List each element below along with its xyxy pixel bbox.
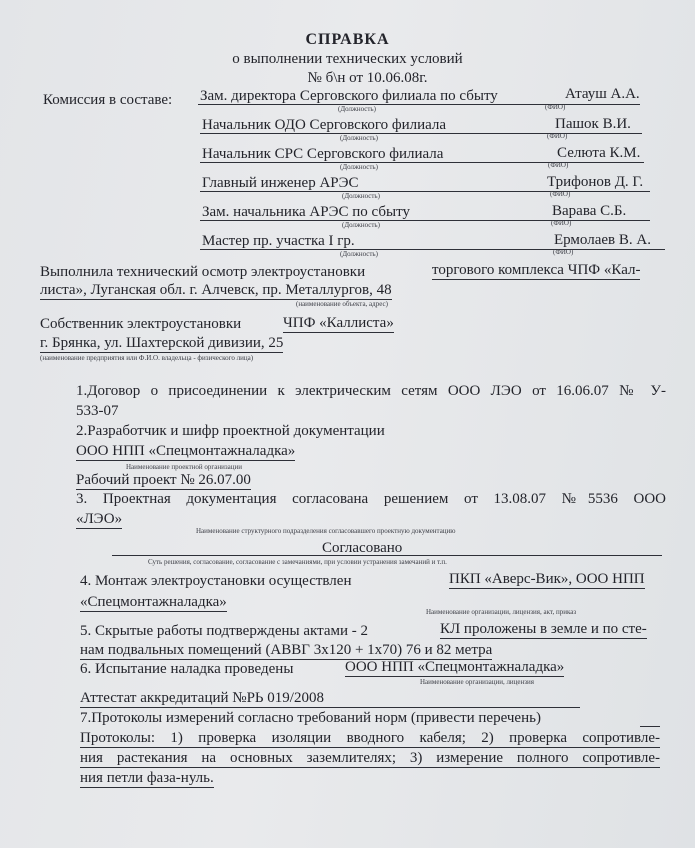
position-caption: (Должность): [342, 221, 380, 229]
document-number: № б\н от 10.06.08г.: [307, 70, 428, 86]
item-6-caption: Наименование организации, лицензия: [420, 678, 535, 686]
item-3-organization: «ЛЭО»: [76, 511, 123, 527]
member-name: Трифонов Д. Г.: [547, 174, 644, 190]
item-6-prefix: 6. Испытание наладка проведены: [80, 661, 294, 677]
item-5-prefix: 5. Скрытые работы подтверждены актами - 2: [80, 623, 368, 639]
member-name: Варава С.Б.: [552, 203, 627, 219]
inspection-caption: (наименование объекта, адрес): [296, 300, 388, 308]
member-name: Атауш А.А.: [565, 86, 640, 102]
inspection-prefix: Выполнила технический осмотр электроустановки: [40, 264, 366, 280]
commission-label: Комиссия в составе:: [43, 92, 173, 108]
item-3-decision-caption: Суть решения, согласование, согласование с замечаниями, при условии устранения замечаний и т.п.: [148, 558, 447, 566]
position-caption: (Должность): [340, 163, 378, 171]
member-role: Главный инженер АРЭС: [202, 175, 359, 191]
inspection-object: торгового комплекса ЧПФ «Кал-: [432, 262, 641, 278]
item-2-caption: Наименование проектной организации: [126, 463, 242, 471]
member-role: Зам. начальника АРЭС по сбыту: [202, 204, 410, 220]
underline: [200, 133, 642, 134]
item-2-project: Рабочий проект № 26.07.00: [76, 472, 251, 488]
item-3-caption: Наименование структурного подразделения согласовавшего проектную документацию: [196, 527, 456, 535]
underline: [80, 707, 580, 708]
position-caption: (Должность): [342, 192, 380, 200]
item-4-prefix: 4. Монтаж электроустановки осуществлен: [80, 573, 352, 589]
item-3-decision: Согласовано: [322, 540, 403, 556]
item-4-contractor: ПКП «Аверс-Вик», ООО НПП: [449, 571, 645, 587]
owner-caption: (наименование предприятия или Ф.И.О. владельца - физического лица): [40, 354, 254, 362]
underline: [200, 191, 650, 192]
owner-address: г. Брянка, ул. Шахтерской дивизии, 25: [40, 335, 284, 351]
member-name: Ермолаев В. А.: [554, 232, 651, 248]
position-caption: (Должность): [338, 105, 376, 113]
item-1-text-cont: 533-07: [76, 403, 119, 419]
name-caption: (ФИО): [553, 248, 574, 256]
document-title: СПРАВКА: [305, 31, 390, 48]
item-2-organization: ООО НПП «Спецмонтажналадка»: [76, 443, 296, 459]
item-6-organization: ООО НПП «Спецмонтажналадка»: [345, 659, 565, 675]
position-caption: (Должность): [340, 250, 378, 258]
member-role: Начальник ОДО Серговского филиала: [202, 117, 447, 133]
name-caption: (ФИО): [551, 219, 572, 227]
item-5-value: КЛ проложены в земле и по сте-: [440, 621, 647, 637]
member-name: Селюта К.М.: [557, 145, 641, 161]
name-caption: (ФИО): [548, 161, 569, 169]
item-4-caption: Наименование организации, лицензия, акт, приказ: [426, 608, 577, 616]
owner-name: ЧПФ «Каллиста»: [283, 315, 394, 331]
item-5-value-cont: нам подвальных помещений (АВВГ 3х120 + 1х70) 76 и 82 метра: [80, 642, 493, 658]
owner-prefix: Собственник электроустановки: [40, 316, 242, 332]
document-subtitle: о выполнении технических условий: [232, 51, 463, 67]
member-role: Мастер пр. участка I гр.: [202, 233, 355, 249]
item-7-protocols: Протоколы: 1) проверка изоляции вводного кабеля; 2) проверка сопротивле-: [80, 730, 660, 746]
item-3-text: 3. Проектная документация согласована решением от 13.08.07 №5536 ООО: [76, 491, 666, 507]
item-7-protocols-cont: ния растекания на основных заземлителях; 3) измерение полного сопротивле-: [80, 750, 660, 766]
item-2-text: 2.Разработчик и шифр проектной документации: [76, 423, 385, 439]
item-4-contractor-cont: «Спецмонтажналадка»: [80, 594, 227, 610]
member-name: Пашок В.И.: [555, 116, 631, 132]
item-6-certificate: Аттестат аккредитаций №РЬ 019/2008: [80, 690, 324, 706]
position-caption: (Должность): [340, 134, 378, 142]
item-7-protocols-end: ния петли фаза-нуль.: [80, 770, 214, 786]
underline: [198, 104, 640, 105]
name-caption: (ФИО): [547, 132, 568, 140]
underline: [200, 220, 650, 221]
member-role: Зам. директора Серговского филиала по сбыту: [200, 88, 498, 104]
underline: [200, 249, 665, 250]
underline: [640, 726, 660, 727]
item-1-text: 1.Договор о присоединении к электрическим сетям ООО ЛЭО от 16.06.07 № У-: [76, 383, 666, 399]
name-caption: (ФИО): [550, 190, 571, 198]
underline: [200, 162, 644, 163]
inspection-address: листа», Луганская обл. г. Алчевск, пр. Металлургов, 48: [40, 282, 392, 298]
item-7-text: 7.Протоколы измерений согласно требований норм (привести перечень): [80, 710, 541, 726]
name-caption: (ФИО): [545, 103, 566, 111]
member-role: Начальник СРС Серговского филиала: [202, 146, 444, 162]
